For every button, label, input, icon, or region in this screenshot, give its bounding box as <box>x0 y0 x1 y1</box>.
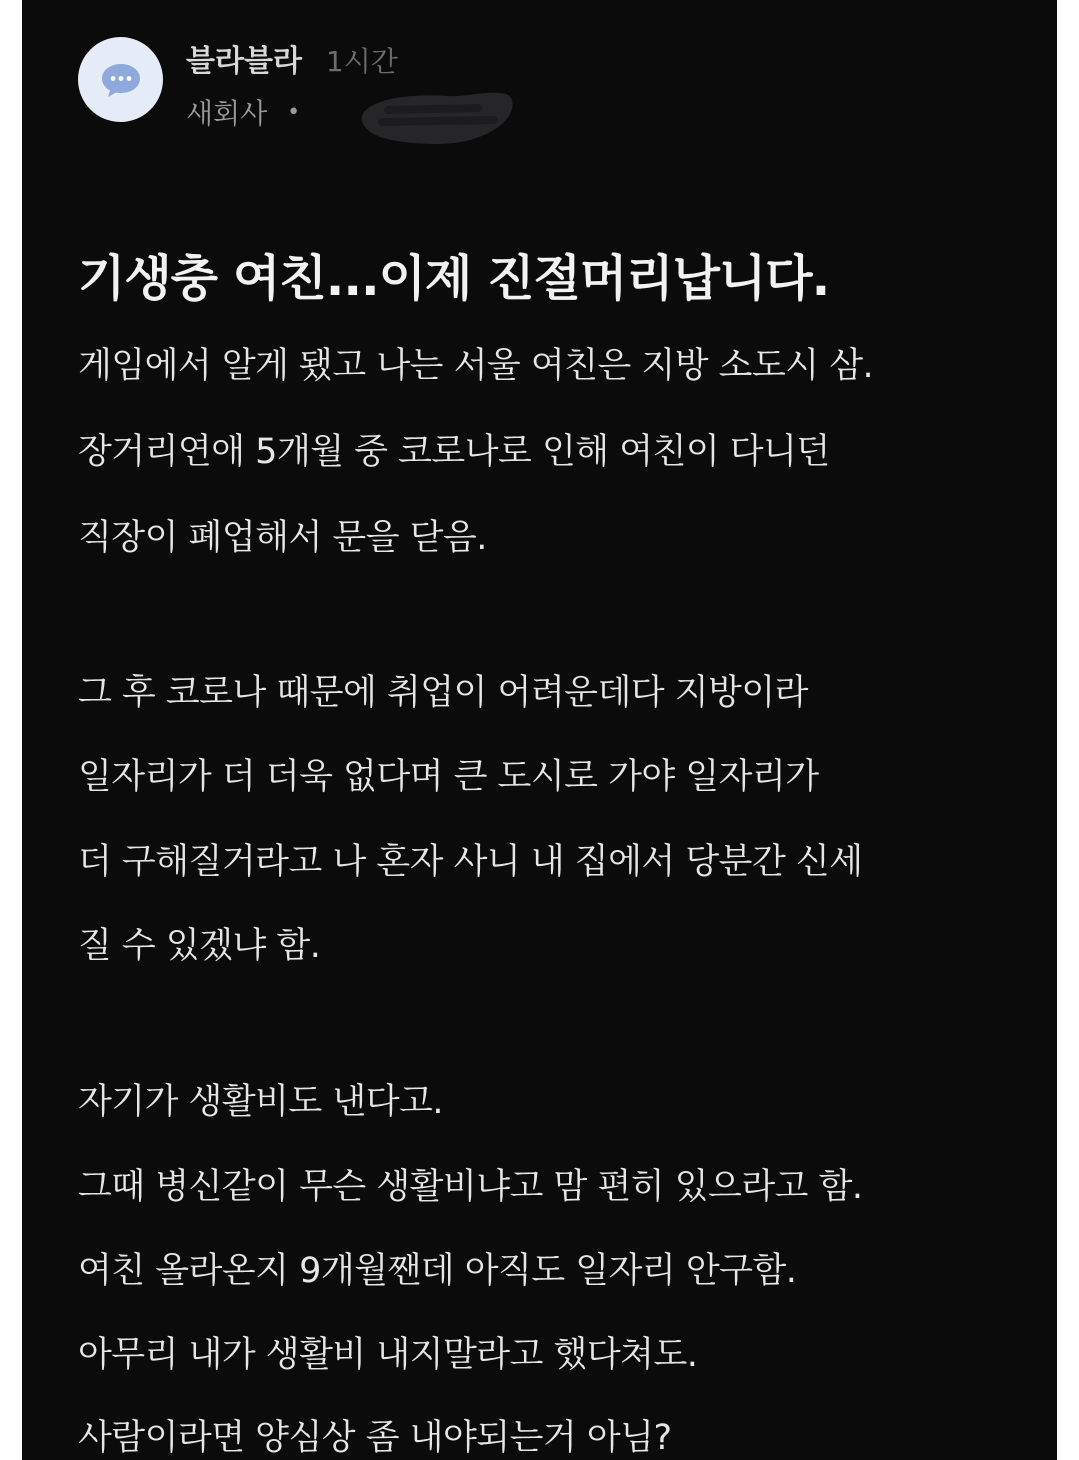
post-page <box>22 0 1057 1460</box>
body-line: 그때 병신같이 무슨 생활비냐고 맘 편히 있으라고 함. <box>78 1167 863 1207</box>
body-line: 그 후 코로나 때문에 취업이 어려운데다 지방이라 <box>78 673 808 713</box>
author-line <box>186 36 398 80</box>
post-time: 1시간 <box>325 45 398 78</box>
separator-dot: • <box>287 100 301 125</box>
body-line: 사람이라면 양심상 좀 내야되는거 아님? <box>78 1418 672 1458</box>
post-header <box>78 34 978 130</box>
body-line: 게임에서 알게 됐고 나는 서울 여친은 지방 소도시 삼. <box>78 346 874 386</box>
body-line: 자기가 생활비도 낸다고. <box>78 1082 443 1122</box>
post-title: 기생충 여친...이제 진절머리납니다. <box>78 250 830 307</box>
company-name[interactable]: 새회사 <box>186 97 268 130</box>
body-line: 장거리연애 5개월 중 코로나로 인해 여친이 다니던 <box>78 432 830 472</box>
company-line <box>186 92 300 132</box>
body-line: 질 수 있겠냐 함. <box>78 926 321 966</box>
redaction-scribble <box>358 82 518 152</box>
speech-bubble-icon <box>100 62 142 98</box>
author-name[interactable]: 블라블라 <box>186 44 302 79</box>
body-line: 아무리 내가 생활비 내지말라고 했다쳐도. <box>78 1335 698 1375</box>
avatar[interactable] <box>78 37 163 122</box>
body-line: 일자리가 더 더욱 없다며 큰 도시로 가야 일자리가 <box>78 757 819 797</box>
body-line: 여친 올라온지 9개월짼데 아직도 일자리 안구함. <box>78 1251 797 1291</box>
body-line: 직장이 폐업해서 문을 닫음. <box>78 518 487 558</box>
body-line: 더 구해질거라고 나 혼자 사니 내 집에서 당분간 신세 <box>78 842 863 882</box>
